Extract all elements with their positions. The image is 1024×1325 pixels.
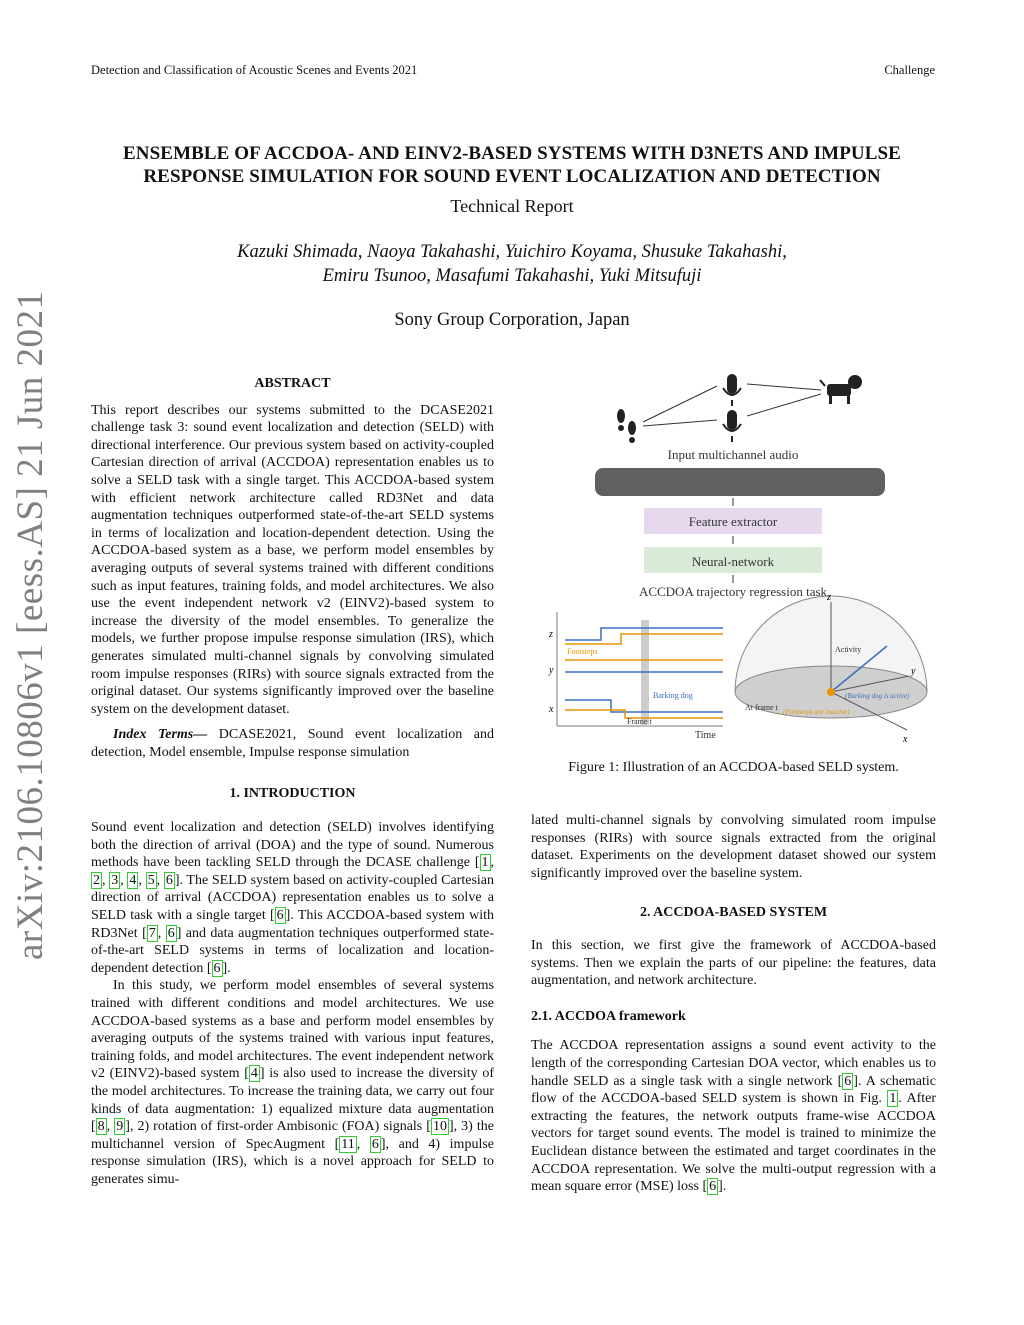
citation-link[interactable]: 9 — [116, 1119, 124, 1135]
sphere-axis-z: z — [827, 592, 831, 603]
citation-link[interactable]: 6 — [371, 1136, 379, 1152]
barking-active-label: (Barking dog is active) — [845, 692, 910, 700]
trajectory-plot — [548, 612, 723, 741]
citation-link[interactable]: 2 — [93, 872, 100, 888]
task-label: ACCDOA trajectory regression task — [638, 584, 828, 599]
intro-heading: 1. INTRODUCTION — [229, 786, 356, 802]
citation-link[interactable]: 7 — [148, 925, 156, 941]
paper-title — [60, 142, 964, 188]
citation-link[interactable]: 6 — [844, 1073, 852, 1089]
frame-label: Frame t — [627, 717, 652, 726]
authors-line-2: Emiru Tsunoo, Masafumi Takahashi, Yuki Mitsufuji — [322, 266, 702, 286]
citation-link[interactable]: 1 — [481, 855, 489, 871]
section-2-heading: 2. ACCDOA-BASED SYSTEM — [639, 905, 828, 921]
footsteps-icon — [617, 409, 636, 443]
index-terms-text: DCASE2021, Sound event localization and detection, Model ensemble, Impulse response simulation — [91, 727, 494, 760]
citation-link[interactable]: 6 — [276, 908, 284, 924]
citation-link[interactable]: 6 — [709, 1179, 717, 1195]
arxiv-identifier[interactable]: arXiv:2106.10806v1 [eess.AS] 21 Jun 2021 — [10, 290, 51, 960]
microphone-icon — [723, 374, 741, 442]
citation-link[interactable]: 4 — [129, 872, 137, 888]
abstract-heading: ABSTRACT — [254, 376, 331, 391]
plot-axis-x: x — [549, 704, 554, 715]
affiliation: Sony Group Corporation, Japan — [394, 310, 630, 330]
citation-link[interactable]: 10 — [432, 1119, 447, 1135]
citation-link[interactable]: 5 — [147, 872, 155, 888]
activity-label: Activity — [835, 645, 862, 654]
sphere-axis-y: y — [911, 666, 916, 677]
abstract-text: This report describes our systems submitted to the DCASE2021 challenge task 3: sound event localization and detection (SELD) with directional interference. Our previous system based on activity-coupled Cartesian direction of arrival (ACCDOA) representation enables us to solve a SELD task with a single target. This ACCDOA-based system with efficient network architecture called RD3Net and data augmentation techniques outperformed state-of-the-art SELD systems in terms of localization and location-dependent detection. Using the ACCDOA-based system as a base, we perform model ensembles by averaging outputs of several systems trained with different conditions such as input features, training folds, and model architectures. We also use the event independent network v2 (EINV2)-based system to increase the diversity of the model ensembles. To generalize the models, we further propose impulse response simulation (IRS), which generates simulated multi-channel signals by convolving simulated room impulse responses (RIRs) with source signals extracted from the original dataset. Our systems significantly improved over the baseline system on the development dataset. — [91, 402, 494, 717]
right-column — [531, 812, 936, 1196]
waveform — [595, 468, 885, 496]
footsteps-label: Footsteps — [567, 647, 598, 656]
citation-link[interactable]: 3 — [111, 872, 119, 888]
authors — [60, 240, 964, 288]
footsteps-inactive-label: (Footsteps are inactive) — [783, 708, 850, 716]
doa-sphere — [735, 592, 927, 745]
intro-paragraph-1: Sound event localization and detection (SELD) involves identifying both the direction of arrival (DOA) and the type of sound. Numerous methods have been tackling SELD through the DCASE challenge [ 1 , 2 , 3 , 4 , 5 , 6 ]. The SELD system based on activity-coupled Cartesian direction of arrival (ACCDOA) representation enables us to solve a SELD task with a single target [ 6 ]. This ACCDOA-based system with RD3Net [ 7 , 6 ] and data augmentation techniques outperformed state-of-the-art SELD systems in terms of localization and location-dependent detection [ 6 ]. — [91, 820, 495, 976]
citation-link[interactable]: 6 — [165, 872, 173, 888]
plot-axis-y: y — [549, 665, 554, 676]
dog-icon — [820, 375, 862, 404]
title-line-1: ENSEMBLE OF ACCDOA- AND EINV2-BASED SYSTEMS WITH D3NETS AND IMPULSE — [123, 143, 901, 164]
input-audio-label: Input multichannel audio — [667, 447, 799, 462]
neural-network-label: Neural-network — [691, 554, 775, 569]
plot-axis-z: z — [549, 629, 553, 640]
running-header-left: Detection and Classification of Acoustic Scenes and Events 2021 — [91, 63, 418, 77]
at-frame-label: At frame t — [745, 703, 778, 712]
intro-continuation: lated multi-channel signals by convolving simulated room impulse responses (RIRs) with source signals extracted from the original dataset. Experiments on the development dataset showed our system significantly improved over the baseline system. — [531, 813, 936, 881]
intro-paragraph-2: In this study, we perform model ensembles of several systems trained with different conditions and model architectures. We use ACCDOA-based systems as a base and perform model ensembles by averaging outputs of the systems trained with various input features, training folds, and model architectures. The event independent network v2 (EINV2)-based system [ 4 ] is also used to increase the diversity of the model architectures. To increase the training data, we carry out four kinds of data augmentation: 1) equalized mixture data augmentation [ 8 , 9 ], 2) rotation of first-order Ambisonic (FOA) signals [ 10 ], 3) the multichannel version of SpecAugment [ 11 , 6 ], and 4) impulse response simulation (IRS), which is a novel approach for SELD to generates simu- — [91, 978, 495, 1187]
sphere-axis-x: x — [903, 734, 908, 745]
authors-line-1: Kazuki Shimada, Naoya Takahashi, Yuichiro Koyama, Shusuke Takahashi, — [237, 242, 787, 262]
feature-extractor-label: Feature extractor — [688, 514, 778, 529]
figure-1-diagram — [535, 370, 935, 750]
title-line-2: RESPONSE SIMULATION FOR SOUND EVENT LOCALIZATION AND DETECTION — [143, 166, 881, 187]
index-terms-label: Index Terms— — [113, 727, 208, 743]
running-header-right: Challenge — [884, 63, 935, 77]
time-label: Time — [695, 730, 716, 741]
index-terms — [91, 726, 494, 761]
section-2-paragraph: In this section, we first give the framework of ACCDOA-based systems. Then we explain the parts of our pipeline: the features, data augmentation, and network architecture. — [531, 937, 936, 989]
left-column — [91, 375, 494, 1189]
citation-link[interactable]: 11 — [341, 1136, 355, 1152]
figure-ref-link[interactable]: 1 — [889, 1091, 897, 1107]
citation-link[interactable]: 4 — [250, 1066, 258, 1082]
citation-link[interactable]: 6 — [213, 960, 221, 976]
section-2-1-heading: 2.1. ACCDOA framework — [531, 1008, 686, 1024]
section-2-1-paragraph: The ACCDOA representation assigns a sound event activity to the length of the corresponding Cartesian DOA vector, which enables us to handle SELD as a single task with a single network [ 6 ]. A schematic flow of the ACCDOA-based SELD system is shown in Fig. 1 . After extracting the features, the network outputs frame-wise ACCDOA vectors for target sound events. The model is trained to minimize the Euclidean distance between the estimated and target coordinates in the ACCDOA representation. We solve the multi-output regression with a mean square error (MSE) loss [ 6 ]. — [531, 1038, 936, 1195]
figure-1-caption: Figure 1: Illustration of an ACCDOA-based SELD system. — [568, 760, 899, 775]
barking-dog-label: Barking dog — [653, 691, 693, 700]
citation-link[interactable]: 8 — [97, 1119, 105, 1135]
citation-link[interactable]: 6 — [167, 925, 175, 941]
subtitle: Technical Report — [450, 196, 574, 216]
